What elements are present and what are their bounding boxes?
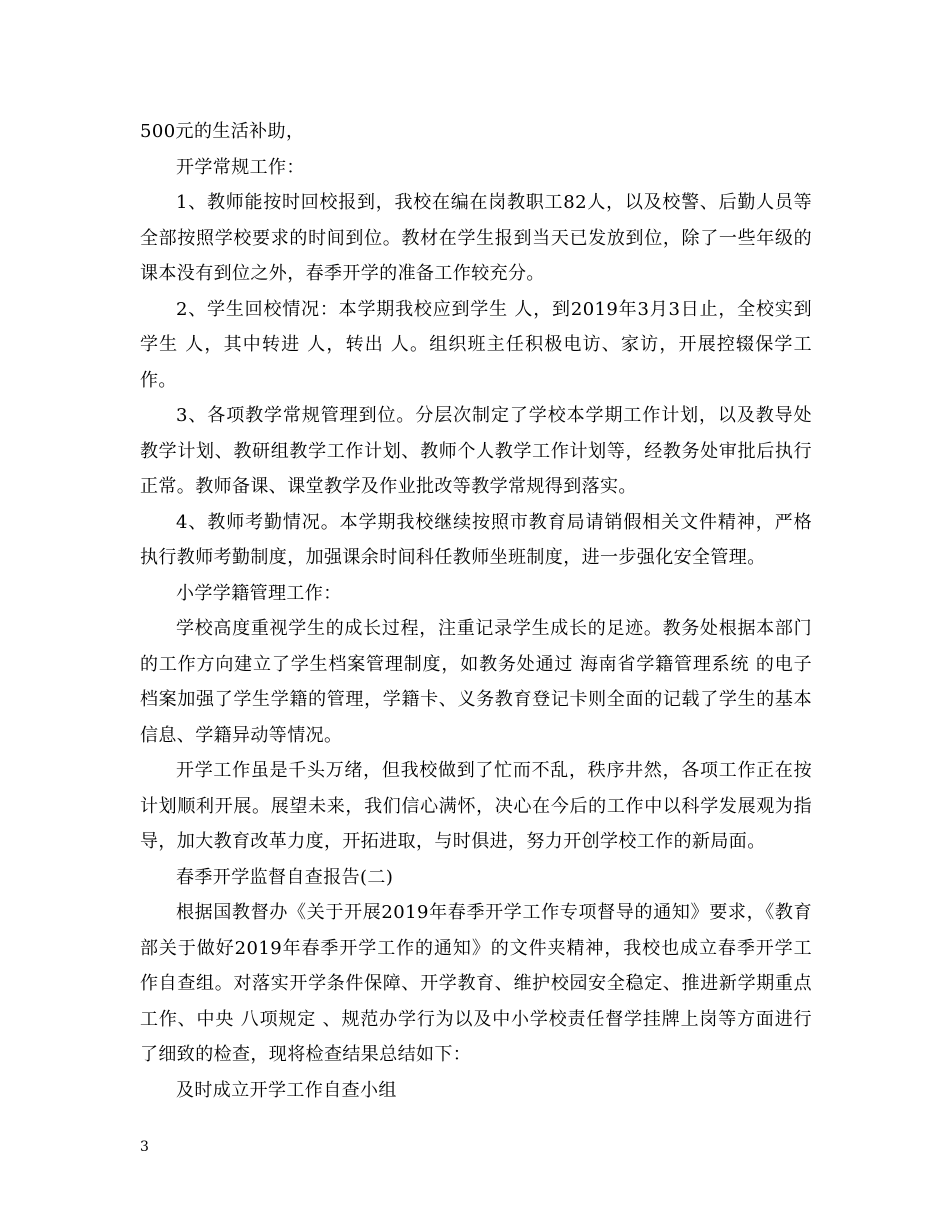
paragraph-student-return: 2、学生回校情况：本学期我校应到学生 人，到2019年3月3日止，全校实到学生 人，其中转进 人，转出 人。组织班主任积极电访、家访，开展控辍保学工作。 (140, 298, 812, 391)
heading-student-records: 小学学籍管理工作： (176, 582, 342, 604)
heading-report-two: 春季开学监督自查报告(二) (176, 866, 394, 888)
paragraph-subsidy: 500元的生活补助， (140, 121, 305, 142)
paragraph-attendance: 4、教师考勤情况。本学期我校继续按照市教育局请销假相关文件精神，严格执行教师考勤制度，加强课余时间科任教师坐班制度，进一步强化安全管理。 (140, 511, 812, 568)
paragraph-teaching-routine: 3、各项教学常规管理到位。分层次制定了学校本学期工作计划，以及教导处教学计划、教研组教学工作计划、教师个人教学工作计划等，经教务处审批后执行正常。教师备课、课堂教学及作业批改等教学常规得到落实。 (140, 405, 812, 497)
page-number: 3 (140, 1139, 149, 1155)
paragraph-teacher-return: 1、教师能按时回校报到，我校在编在岗教职工82人，以及校警、后勤人员等全部按照学校要求的时间到位。教材在学生报到当天已发放到位，除了一些年级的课本没有到位之外，春季开学的准备工作较充分。 (140, 192, 812, 284)
document-body (140, 114, 812, 1108)
heading-inspection-group: 及时成立开学工作自查小组 (176, 1079, 397, 1101)
heading-routine-work: 开学常规工作： (176, 156, 305, 178)
paragraph-outlook: 开学工作虽是千头万绪，但我校做到了忙而不乱，秩序井然，各项工作正在按计划顺利开展。展望未来，我们信心满怀，决心在今后的工作中以科学发展观为指导，加大教育改革力度，开拓进取，与时俱进，努力开创学校工作的新局面。 (140, 760, 812, 852)
paragraph-student-records: 学校高度重视学生的成长过程，注重记录学生成长的足迹。教务处根据本部门的工作方向建立了学生档案管理制度，如教务处通过 海南省学籍管理系统 的电子档案加强了学生学籍的管理，学籍卡、义务教育登记卡则全面的记载了学生的基本信息、学籍异动等情况。 (140, 618, 812, 746)
paragraph-self-inspection: 根据国教督办《关于开展2019年春季开学工作专项督导的通知》要求，《教育部关于做好2019年春季开学工作的通知》的文件夹精神，我校也成立春季开学工作自查组。对落实开学条件保障、开学教育、维护校园安全稳定、推进新学期重点工作、中央 八项规定 、规范办学行为以及中小学校责任督学挂牌上岗等方面进行了细致的检查，现将检查结果总结如下： (140, 902, 812, 1065)
